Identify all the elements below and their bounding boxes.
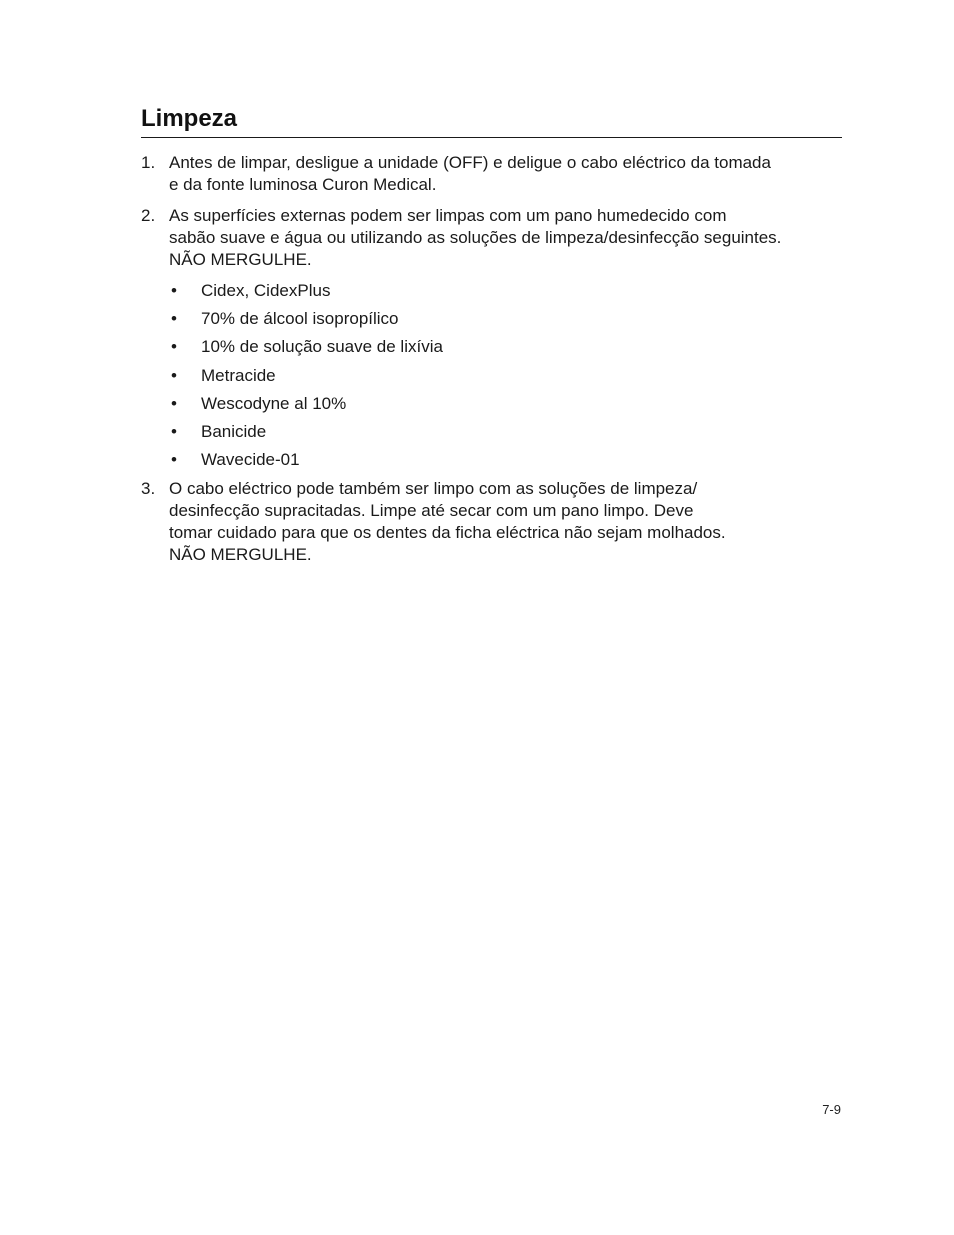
step-text-line: desinfecção supracitadas. Limpe até secar com um pano limpo. Deve (169, 501, 694, 520)
step-text (169, 152, 842, 196)
step-number: 1. (141, 153, 156, 172)
list-item-text: Cidex, CidexPlus (201, 281, 331, 300)
list-item-text: Metracide (201, 365, 276, 385)
bullet-icon: • (171, 309, 177, 329)
bullet-icon: • (171, 450, 177, 470)
step-text-line: tomar cuidado para que os dentes da ficha eléctrica não sejam molhados. (169, 523, 726, 542)
step-text-line: NÃO MERGULHE. (169, 545, 312, 564)
title-underline-rule (141, 137, 842, 138)
step-text-line: NÃO MERGULHE. (169, 250, 312, 269)
step-text-line: Antes de limpar, desligue a unidade (OFF) e deligue o cabo eléctrico da tomada (169, 153, 771, 172)
list-item (171, 365, 671, 393)
step-text-line: As superfícies externas podem ser limpas com um pano humedecido com (169, 206, 727, 225)
list-item (171, 280, 671, 308)
list-item (171, 449, 671, 477)
list-item-text: Banicide (201, 421, 267, 441)
step-number: 3. (141, 479, 156, 498)
step-text-line: O cabo eléctrico pode também ser limpo com as soluções de limpeza/ (169, 479, 698, 498)
cleaning-solutions-list (171, 280, 671, 477)
list-item (171, 336, 671, 364)
bullet-icon: • (171, 337, 177, 357)
list-item-text: 10% de solução suave de lixívia (201, 337, 443, 357)
section-title: Limpeza (141, 105, 238, 132)
step-text (169, 478, 842, 566)
step-text-line: sabão suave e água ou utilizando as soluções de limpeza/desinfecção seguintes. (169, 228, 782, 247)
list-item-text: Wavecide-01 (201, 450, 300, 470)
list-item (171, 308, 671, 336)
bullet-icon: • (171, 421, 177, 441)
page-number: 7-9 (822, 1102, 841, 1117)
list-item (171, 421, 671, 449)
step-text (169, 205, 842, 271)
step-text-line: e da fonte luminosa Curon Medical. (169, 175, 437, 194)
bullet-icon: • (171, 281, 177, 300)
step-number: 2. (141, 206, 156, 225)
list-item-text: 70% de álcool isopropílico (201, 309, 399, 329)
list-item (171, 393, 671, 421)
bullet-icon: • (171, 393, 177, 413)
list-item-text: Wescodyne al 10% (201, 393, 347, 413)
bullet-icon: • (171, 365, 177, 385)
